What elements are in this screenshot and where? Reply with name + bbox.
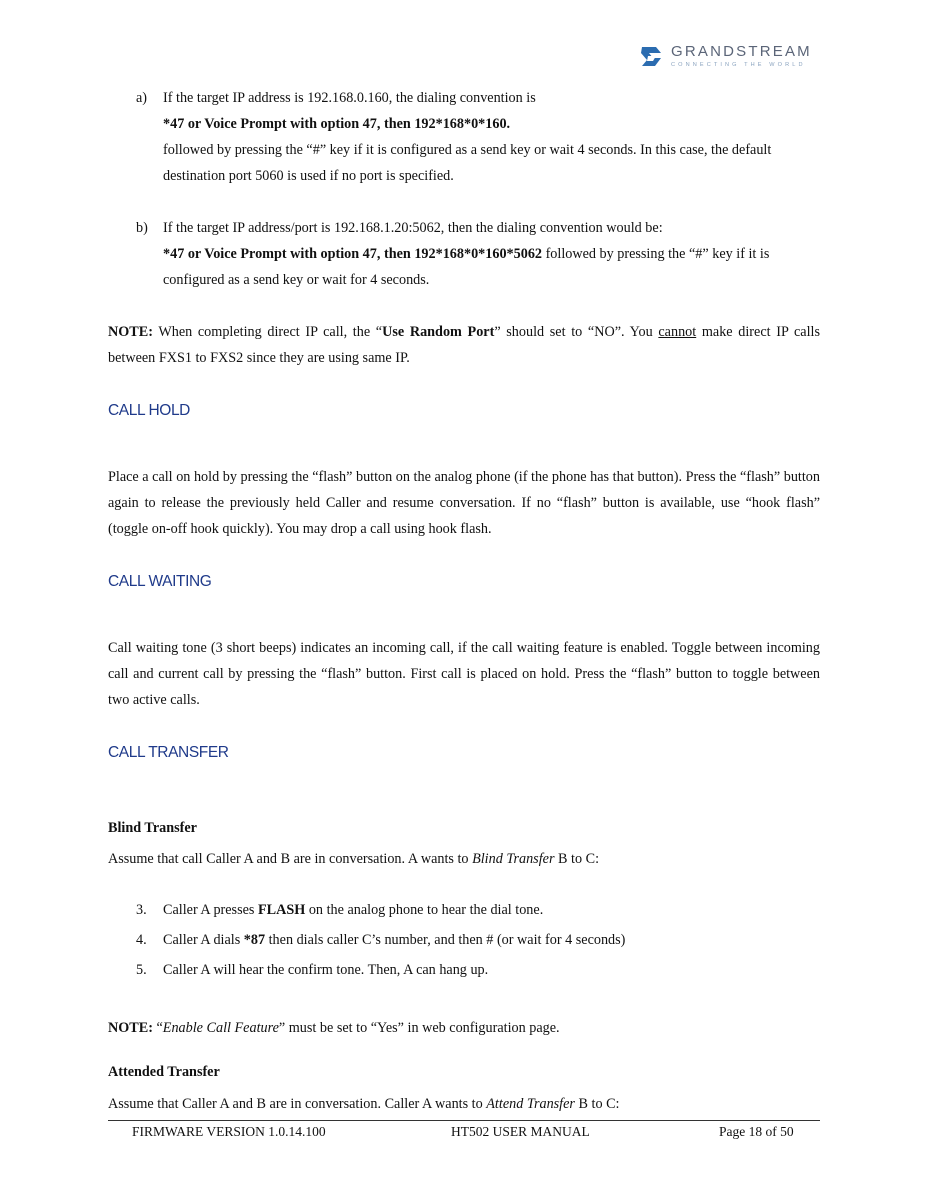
footer-manual-title: HT502 USER MANUAL	[451, 1124, 590, 1139]
brand-name: GRANDSTREAM	[671, 43, 812, 60]
footer-page-number: Page 18 of 50	[719, 1124, 794, 1139]
list-item-line: If the target IP address/port is 192.168.1.20:5062, then the dialing convention would be:	[163, 220, 663, 236]
step-text: Caller A presses	[163, 902, 258, 918]
note-text: make direct IP calls between FXS1 to FXS2 since they are using same IP.	[108, 324, 820, 366]
step-item	[163, 897, 820, 923]
step-item	[163, 927, 820, 953]
note-label: NOTE:	[108, 324, 153, 340]
step-text: Caller A will hear the confirm tone. Then, A can hang up.	[163, 962, 489, 978]
blind-transfer-title: Blind Transfer	[108, 820, 197, 836]
attended-transfer-title: Attended Transfer	[108, 1064, 220, 1080]
section-heading-call-waiting: CALL WAITING	[108, 573, 212, 590]
step-bold: *87	[243, 932, 266, 948]
dial-convention: *47 or Voice Prompt with option 47, then 192*168*0*160.	[163, 116, 511, 132]
note-paragraph	[108, 319, 820, 371]
list-item-rest: followed by pressing the “#” key if it is configured as a send key or wait for 4 seconds.	[163, 246, 770, 288]
step-bold: FLASH	[257, 902, 306, 918]
note-paragraph	[108, 1015, 820, 1041]
step-text: Caller A dials	[163, 932, 244, 948]
section-heading-call-transfer: CALL TRANSFER	[108, 744, 229, 761]
intro-text: Assume that Caller A and B are in conversation. Caller A wants to	[108, 1096, 487, 1112]
step-text: then dials caller C’s number, and then # (or wait for 4 seconds)	[265, 932, 626, 948]
intro-emphasis: Blind Transfer	[472, 851, 555, 867]
intro-text: Assume that call Caller A and B are in conversation. A wants to	[108, 851, 473, 867]
note-text: When completing direct IP call, the “	[152, 324, 383, 340]
call-hold-paragraph: Place a call on hold by pressing the “flash” button on the analog phone (if the phone has that button). Press the “flash” button again to release the previously held Caller and resume conversation. If no “flash” button is available, use “hook flash” (toggle on-off hook quickly). You may drop a call using hook flash.	[108, 469, 820, 537]
note-bold: Use Random Port	[382, 324, 495, 340]
note-emphasis: Enable Call Feature	[162, 1020, 279, 1036]
attended-transfer-intro	[108, 1091, 820, 1117]
section-heading-call-hold: CALL HOLD	[108, 402, 190, 419]
footer-divider	[108, 1120, 820, 1121]
list-item-a	[163, 85, 820, 189]
list-item-rest: followed by pressing the “#” key if it is configured as a send key or wait 4 seconds. In this case, the default destination port 5060 is used if no port is specified.	[163, 142, 772, 184]
footer-firmware-version: FIRMWARE VERSION 1.0.14.100	[132, 1124, 326, 1139]
note-underlined: cannot	[658, 324, 697, 340]
blind-transfer-intro	[108, 846, 820, 872]
dial-convention: *47 or Voice Prompt with option 47, then 192*168*0*160*5062	[163, 246, 543, 262]
brand-tagline: CONNECTING THE WORLD	[671, 62, 806, 68]
grandstream-logo-icon	[639, 44, 665, 68]
list-marker: a)	[136, 90, 148, 106]
note-label: NOTE:	[108, 1020, 153, 1036]
call-waiting-paragraph: Call waiting tone (3 short beeps) indicates an incoming call, if the call waiting feature is enabled. Toggle between incoming call and current call by pressing the “flash” button. First call is placed on hold. Press the “flash” button to toggle between two active calls.	[108, 640, 820, 708]
intro-emphasis: Attend Transfer	[486, 1096, 575, 1112]
step-number: 5.	[136, 962, 147, 978]
step-text: on the analog phone to hear the dial tone.	[305, 902, 544, 918]
note-text: ” should set to “NO”. You	[494, 324, 659, 340]
step-number: 3.	[136, 902, 147, 918]
step-number: 4.	[136, 932, 147, 948]
step-item	[163, 957, 820, 983]
intro-text: B to C:	[574, 1096, 620, 1112]
list-item-line: If the target IP address is 192.168.0.160, the dialing convention is	[163, 90, 536, 106]
intro-text: B to C:	[554, 851, 600, 867]
brand-logo	[639, 42, 824, 72]
list-marker: b)	[136, 220, 148, 236]
list-item-b	[163, 215, 820, 293]
note-text: ” must be set to “Yes” in web configuration page.	[278, 1020, 560, 1036]
note-text: “	[152, 1020, 163, 1036]
